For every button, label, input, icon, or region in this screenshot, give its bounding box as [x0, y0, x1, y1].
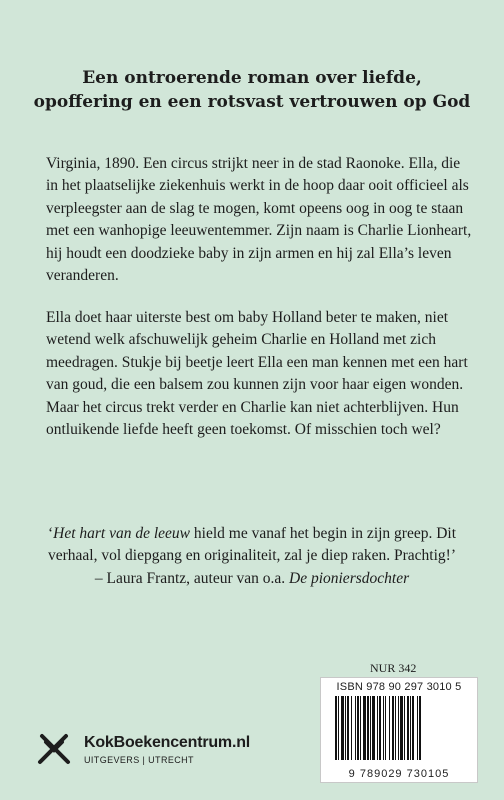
blurb-paragraph-1: Virginia, 1890. Een circus strijkt neer in de stad Raonoke. Ella, die in het plaatselijke ziekenhuis werkt in de hoop daar ooit officieel als verpleegster aan de slag te mogen, komt opeens oog in oog te staan met een wanhopige leeuwentemmer. Zijn naam is Charlie Lionheart, hij houdt een doodzieke baby in zijn armen en hij zal Ella’s leven veranderen.: [46, 155, 472, 285]
tagline-line-1: Een ontroerende roman over liefde,: [82, 68, 422, 88]
barcode-panel: [320, 677, 478, 783]
attribution-book-title: De pioniersdochter: [289, 569, 410, 587]
attribution-author: – Laura Frantz, auteur van o.a.: [94, 569, 289, 587]
publisher-mark-icon: [32, 728, 76, 772]
quote-body: [40, 523, 464, 568]
barcode-icon: [335, 696, 463, 760]
tagline-line-2: opoffering en een rotsvast vertrouwen op God: [33, 92, 471, 112]
quote-attribution: [40, 568, 464, 590]
quote-open-mark: ‘: [47, 525, 54, 542]
publisher-tagline: UITGEVERS | UTRECHT: [84, 755, 194, 765]
quote-text: hield me vanaf het begin in zijn greep. Dit verhaal, vol diepgang en originaliteit, zal je diep raken. Prachtig!’: [47, 525, 457, 565]
isbn-label: ISBN 978 90 297 3010 5: [336, 681, 462, 693]
nur-code: NUR 342: [370, 661, 417, 675]
blurb-paragraph-2: Ella doet haar uiterste best om baby Holland beter te maken, niet wetend welk afschuwelijk geheim Charlie en Holland met zich meedragen. Stukje bij beetje leert Ella een man kennen met een hart van goud, die een balsem zou kunnen zijn voor haar eigen wonden. Maar het circus trekt verder en Charlie kan niet achterblijven. Hun ontluikende liefde heeft geen toekomst. Of misschien toch wel?: [46, 309, 468, 439]
tagline: [30, 66, 474, 114]
quote-book-title: Het hart van de leeuw: [53, 525, 191, 542]
ean-digits: 9 789029 730105: [348, 768, 450, 780]
review-quote: [40, 523, 464, 590]
publisher-name: KokBoekencentrum.nl: [84, 734, 251, 751]
publisher-logo: [32, 728, 292, 772]
